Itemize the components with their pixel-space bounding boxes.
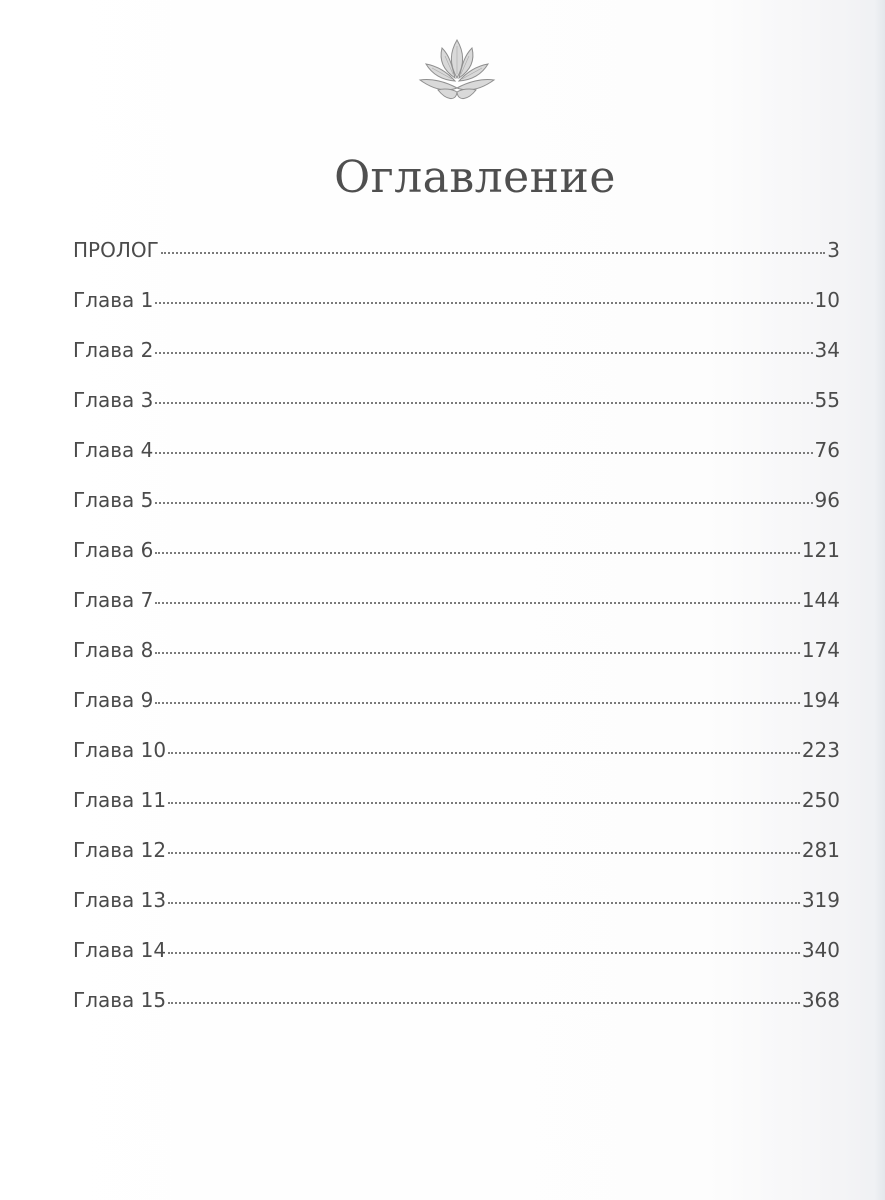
toc-entry: [73, 788, 840, 838]
toc-entry-page-number: 174: [801, 638, 840, 662]
toc-dot-leader: [155, 402, 812, 404]
lotus-flower-icon: [412, 34, 502, 106]
page-edge-shadow: [875, 0, 885, 1200]
toc-entry-page-number: 121: [801, 538, 840, 562]
toc-dot-leader: [168, 952, 800, 954]
toc-entry-label: Глава 2: [73, 338, 154, 362]
toc-entry-page-number: 10: [814, 288, 840, 312]
toc-entry: [73, 488, 840, 538]
toc-dot-leader: [155, 302, 812, 304]
toc-entry-label: Глава 11: [73, 788, 167, 812]
toc-entry: [73, 638, 840, 688]
toc-entry-page-number: 55: [814, 388, 840, 412]
toc-entry: [73, 988, 840, 1038]
toc-entry: [73, 438, 840, 488]
toc-entry: [73, 688, 840, 738]
toc-dot-leader: [161, 252, 825, 254]
toc-entry: [73, 888, 840, 938]
toc-entry-label: Глава 3: [73, 388, 154, 412]
toc-dot-leader: [155, 502, 812, 504]
toc-dot-leader: [155, 352, 812, 354]
toc-entry: [73, 338, 840, 388]
toc-dot-leader: [168, 752, 800, 754]
toc-entry-page-number: 34: [814, 338, 840, 362]
toc-entry-page-number: 76: [814, 438, 840, 462]
toc-entry-label: Глава 6: [73, 538, 154, 562]
toc-entry: [73, 738, 840, 788]
toc-entry-label: Глава 5: [73, 488, 154, 512]
toc-entry-label: Глава 13: [73, 888, 167, 912]
toc-entry-page-number: 319: [801, 888, 840, 912]
toc-entry-label: Глава 12: [73, 838, 167, 862]
toc-entry-page-number: 194: [801, 688, 840, 712]
toc-dot-leader: [168, 902, 800, 904]
toc-entry-label: Глава 1: [73, 288, 154, 312]
toc-entry-page-number: 281: [801, 838, 840, 862]
toc-entry-label: Глава 8: [73, 638, 154, 662]
toc-entry-label: ПРОЛОГ: [73, 238, 159, 262]
toc-entry: [73, 938, 840, 988]
toc-entry-label: Глава 15: [73, 988, 167, 1012]
toc-dot-leader: [155, 602, 799, 604]
toc-dot-leader: [168, 852, 800, 854]
toc-dot-leader: [155, 652, 799, 654]
toc-entry: [73, 288, 840, 338]
toc-entry-page-number: 96: [814, 488, 840, 512]
toc-entry-page-number: 3: [827, 238, 840, 262]
toc-entry: [73, 838, 840, 888]
toc-dot-leader: [155, 702, 799, 704]
toc-entry-label: Глава 7: [73, 588, 154, 612]
toc-entry-page-number: 368: [801, 988, 840, 1012]
page-title: Оглавление: [334, 152, 616, 203]
toc-dot-leader: [168, 1002, 800, 1004]
toc-entry: [73, 588, 840, 638]
toc-entry: [73, 388, 840, 438]
toc-entry-label: Глава 4: [73, 438, 154, 462]
toc-entry-page-number: 144: [801, 588, 840, 612]
toc-dot-leader: [168, 802, 800, 804]
toc-entry-label: Глава 10: [73, 738, 167, 762]
toc-entry: [73, 538, 840, 588]
toc-entry-page-number: 250: [801, 788, 840, 812]
table-of-contents: [73, 238, 840, 1038]
toc-dot-leader: [155, 452, 812, 454]
toc-entry-label: Глава 14: [73, 938, 167, 962]
toc-entry-page-number: 340: [801, 938, 840, 962]
toc-entry-page-number: 223: [801, 738, 840, 762]
toc-dot-leader: [155, 552, 799, 554]
toc-entry: [73, 238, 840, 288]
toc-entry-label: Глава 9: [73, 688, 154, 712]
